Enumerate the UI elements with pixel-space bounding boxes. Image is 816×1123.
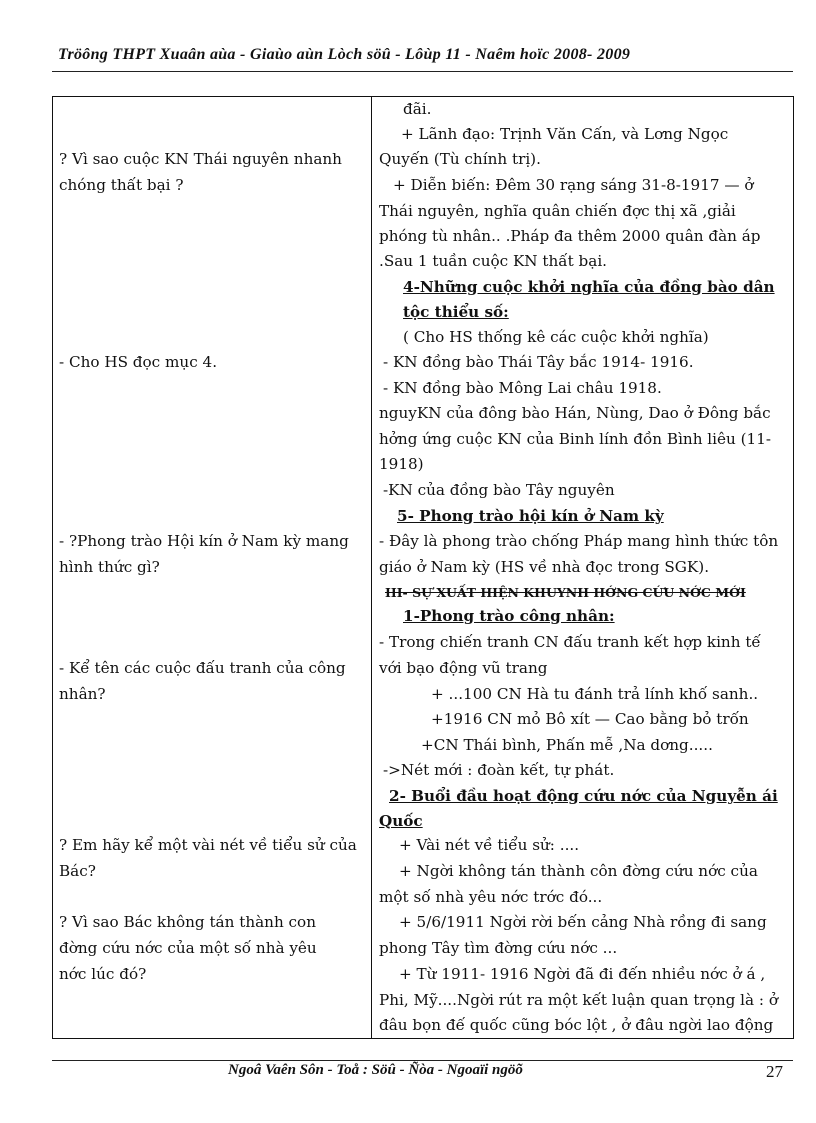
section-heading: tộc thiểu số: [403, 303, 509, 321]
question-line: đờng cứu nớc của một số nhà yêu [59, 939, 317, 957]
content-line: +CN Thái bình, Phấn mễ ,Na dơng..... [421, 736, 713, 754]
content-line: đâu bọn đế quốc cũng bóc lột , ở đâu ngời lao động [379, 1016, 774, 1034]
content-line: + 5/6/1911 Ngời rời bến cảng Nhà rồng đi sang [399, 913, 767, 931]
section-heading: 5- Phong trào hội kín ở Nam kỳ [397, 507, 664, 525]
section-heading: 1-Phong trào công nhân: [403, 607, 615, 625]
section-heading: III- SỰ XUẤT HIỆN KHUYNH HỚNG CỨU NỚC MỚI [385, 585, 746, 600]
content-line: ( Cho HS thống kê các cuộc khởi nghĩa) [403, 328, 709, 346]
lesson-table [52, 96, 794, 1039]
footer-rule [52, 1060, 793, 1061]
content-line: - Trong chiến tranh CN đấu tranh kết hợp kinh tế [379, 633, 761, 651]
content-line: Thái nguyên, nghĩa quân chiến đợc thị xã ,giải [379, 202, 736, 220]
question-line: - Cho HS đọc mục 4. [59, 353, 218, 371]
question-line: - Kể tên các cuộc đấu tranh của công [59, 659, 346, 677]
content-line: + Vài nét về tiểu sử: .... [399, 836, 580, 854]
question-line: nhân? [59, 685, 106, 703]
header-rule [52, 71, 793, 72]
question-line: ? Vì sao cuộc KN Thái nguyên nhanh [59, 150, 342, 168]
content-line: 1918) [379, 455, 424, 473]
section-heading: Quốc [379, 812, 423, 830]
content-line: - KN đồng bào Mông Lai châu 1918. [383, 379, 662, 397]
content-line: nguyKN của đông bào Hán, Nùng, Dao ở Đông bắc [379, 404, 771, 422]
question-line: ? Vì sao Bác không tán thành con [59, 913, 316, 931]
question-line: - ?Phong trào Hội kín ở Nam kỳ mang [59, 532, 349, 550]
question-line: chóng thất bại ? [59, 176, 184, 194]
content-line: hởng ứng cuộc KN của Binh lính đồn Bình liêu (11- [379, 430, 772, 448]
page-header: Tröông THPT Xuaân aùa - Giaùo aùn Lòch söû - Lôùp 11 - Naêm hoïc 2008- 2009 [58, 46, 631, 63]
section-heading: 4-Những cuộc khởi nghĩa của đồng bào dân [403, 278, 775, 296]
page-number: 27 [766, 1062, 783, 1081]
content-line: Quyến (Tù chính trị). [379, 150, 541, 168]
section-heading: 2- Buổi đầu hoạt động cứu nớc của Nguyễn ái [389, 787, 778, 805]
content-line: - Đây là phong trào chống Pháp mang hình thức tôn [379, 532, 779, 550]
content-line: + ...100 CN Hà tu đánh trả lính khố sanh.. [431, 685, 759, 703]
question-line: ? Em hãy kể một vài nét về tiểu sử của [59, 836, 357, 854]
column-divider [371, 97, 372, 1038]
content-line: -KN của đồng bào Tây nguyên [383, 481, 615, 499]
content-line: +1916 CN mỏ Bô xít — Cao bằng bỏ trốn [431, 710, 749, 728]
content-line: Phi, Mỹ....Ngời rút ra một kết luận quan trọng là : ở [379, 991, 778, 1009]
content-line: .Sau 1 tuần cuộc KN thất bại. [379, 252, 607, 270]
content-line: + Lãnh đạo: Trịnh Văn Cấn, và Lơng Ngọc [401, 125, 729, 143]
content-line: + Từ 1911- 1916 Ngời đã đi đến nhiều nớc ở á , [399, 965, 766, 983]
content-line: giáo ở Nam kỳ (HS về nhà đọc trong SGK). [379, 558, 710, 576]
content-line: đãi. [403, 100, 432, 118]
question-line: nớc lúc đó? [59, 965, 147, 983]
content-line: phong Tây tìm đờng cứu nớc ... [379, 939, 618, 957]
content-line: - KN đồng bào Thái Tây bắc 1914- 1916. [383, 353, 694, 371]
content-line: + Diễn biến: Đêm 30 rạng sáng 31-8-1917 — ở [393, 176, 754, 194]
page-footer: Ngoâ Vaên Sôn - Toå : Söû - Ñòa - Ngoaïi ngöõ [228, 1062, 523, 1078]
question-line: Bác? [59, 862, 96, 880]
content-line: một số nhà yêu nớc trớc đó... [379, 888, 603, 906]
content-line: ->Nét mới : đoàn kết, tự phát. [383, 761, 615, 779]
content-line: phóng tù nhân.. .Pháp đa thêm 2000 quân đàn áp [379, 227, 761, 245]
question-line: hình thức gì? [59, 558, 160, 576]
content-line: với bạo động vũ trang [379, 659, 548, 677]
content-line: + Ngời không tán thành côn đờng cứu nớc của [399, 862, 758, 880]
